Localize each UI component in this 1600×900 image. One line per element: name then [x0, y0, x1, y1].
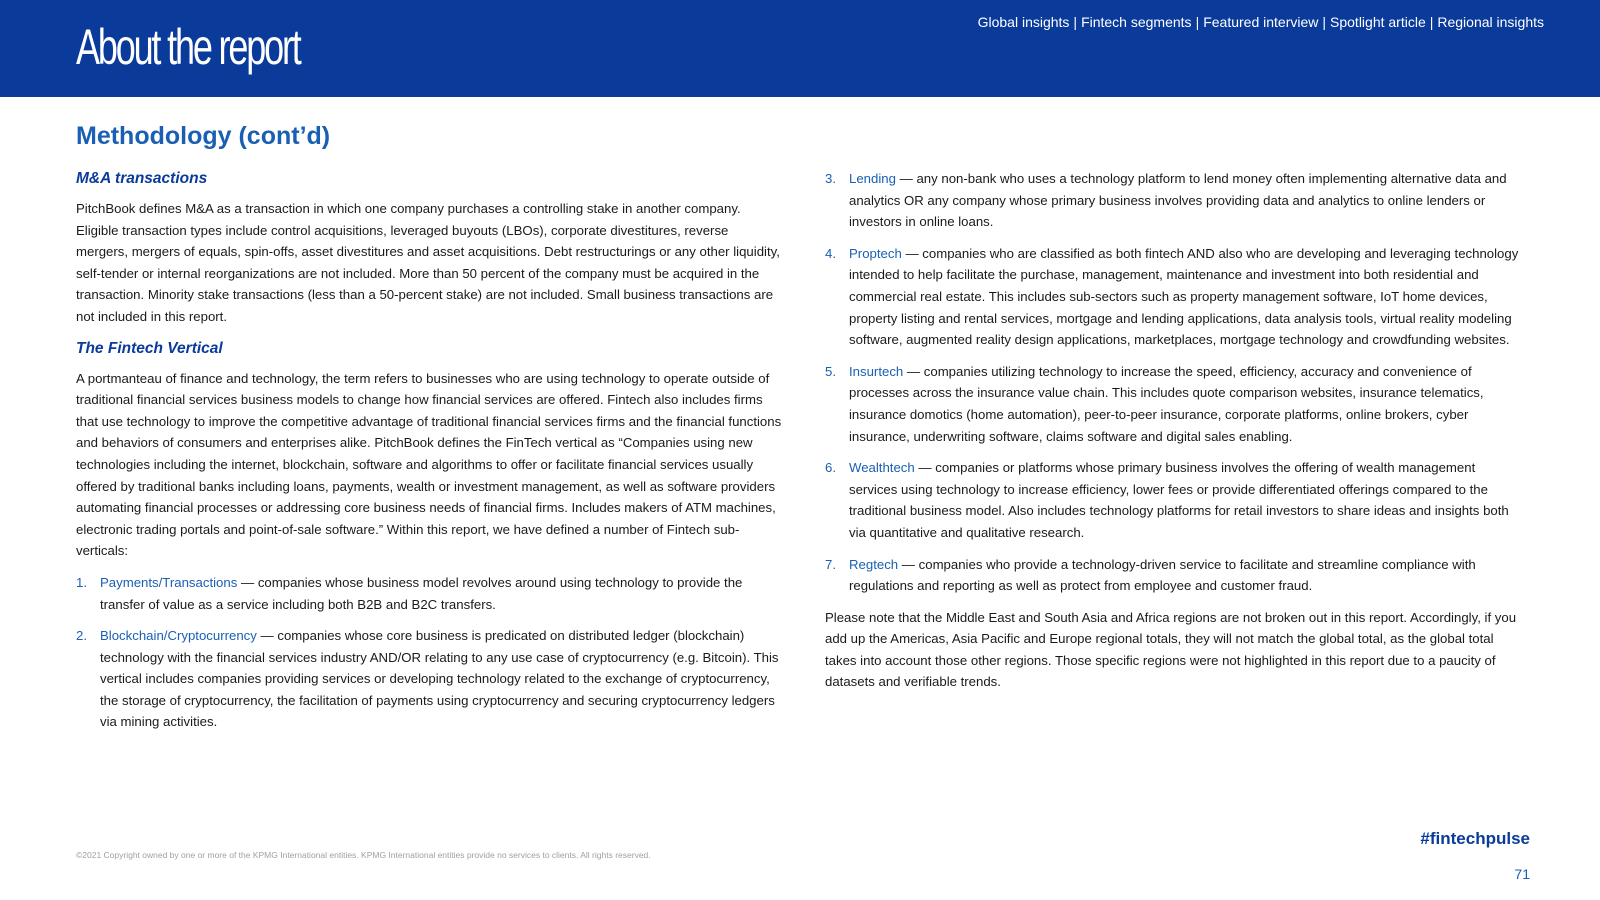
nav-link-global-insights[interactable]: Global insights — [977, 14, 1070, 30]
list-item — [825, 168, 1525, 233]
list-item — [825, 361, 1525, 447]
left-column — [76, 168, 784, 743]
subvertical-list-left — [76, 572, 784, 733]
term-description: — companies who provide a technology-driven service to facilitate and streamline compliance with regulations and reporting as well as protect from employee and customer fraud. — [849, 556, 1476, 594]
list-number: 3. — [825, 171, 836, 186]
list-item — [825, 554, 1525, 597]
term-payments: Payments/Transactions — [100, 574, 238, 590]
list-item — [825, 457, 1525, 543]
term-description: — companies or platforms whose primary business involves the offering of wealth management services using technology to increase efficiency, lower fees or provide differentiated offerings compared to the traditional business model. Also includes technology platforms for retail investors to share ideas and insights both via quantitative and qualitative research. — [849, 460, 1509, 540]
fintech-vertical-paragraph: A portmanteau of finance and technology, the term refers to businesses who are using technology to operate outside of traditional financial services business models to change how financial services are offered. Fintech also includes firms that use technology to improve the competitive advantage of traditional financial services firms and the financial functions and behaviors of consumers and enterprises alike. PitchBook defines the FinTech vertical as “Companies using new technologies including the internet, blockchain, software and algorithms to offer or facilitate financial services usually offered by traditional banks including loans, payments, wealth or investment management, as well as software providers automating financial processes or addressing core business needs of financial firms. Includes makers of ATM machines, electronic trading portals and point-of-sale software.” Within this report, we have defined a number of Fintech sub-verticals: — [76, 370, 782, 559]
list-number: 6. — [825, 460, 836, 476]
page-number: 71 — [1514, 866, 1530, 882]
term-description: — companies who are classified as both fintech AND also who are developing and leveraging technology intended to help facilitate the purchase, management, maintenance and investment into both residential and commercial real estate. This includes sub-sectors such as property management software, IoT home devices, property listing and rental services, mortgage and lending applications, data analysis tools, virtual reality modeling software, augmented reality design applications, marketplaces, mortgage technology and crowdfunding websites. — [849, 245, 1519, 348]
right-column — [825, 168, 1525, 703]
list-number: 2. — [76, 628, 87, 644]
term-description: — companies utilizing technology to increase the speed, efficiency, accuracy and convenience of processes across the insurance value chain. This includes quote comparison websites, insurance telematics, insurance domotics (home automation), peer-to-peer insurance, corporate platforms, online brokers, cyber insurance, underwriting software, claims software and digital sales enabling. — [849, 363, 1484, 444]
ma-transactions-subheading: M&A transactions — [76, 170, 208, 187]
fintech-vertical-subheading: The Fintech Vertical — [76, 339, 223, 357]
header-banner — [0, 0, 1600, 97]
nav-separator: | — [1322, 14, 1327, 30]
term-description: — companies whose business model revolves around using technology to provide the transfer of value as a service including both B2B and B2C transfers. — [100, 574, 743, 612]
copyright-notice: ©2021 Copyright owned by one or more of the KPMG International entities. KPMG International entities provide no services to clients. All rights reserved. — [76, 850, 651, 860]
subvertical-list-right — [825, 168, 1525, 597]
term-description: — any non-bank who uses a technology platform to lend money often implementing alternative data and analytics OR any company whose primary business involves providing data and analytics to online lenders or investors in online loans. — [849, 171, 1507, 230]
page-title: About the report — [76, 19, 300, 75]
nav-link-regional-insights[interactable]: Regional insights — [1437, 14, 1544, 30]
regions-note-paragraph: Please note that the Middle East and South Asia and Africa regions are not broken out in this report. Accordingly, if you add up the Americas, Asia Pacific and Europe regional totals, they will not match the global total, as the global total takes into account those other regions. Those specific regions were not highlighted in this report due to a paucity of datasets and verifiable trends. — [825, 609, 1517, 690]
nav-link-spotlight-article[interactable]: Spotlight article — [1330, 14, 1426, 30]
list-number: 4. — [825, 245, 836, 261]
section-nav — [978, 14, 1544, 30]
nav-link-featured-interview[interactable]: Featured interview — [1203, 14, 1319, 30]
list-number: 7. — [825, 556, 836, 572]
term-insurtech: Insurtech — [849, 363, 904, 379]
nav-separator: | — [1195, 14, 1200, 30]
list-item — [76, 572, 784, 615]
nav-separator: | — [1073, 14, 1078, 30]
list-number: 1. — [76, 574, 87, 590]
list-item — [76, 625, 784, 733]
list-number: 5. — [825, 363, 836, 379]
term-blockchain: Blockchain/Cryptocurrency — [100, 628, 257, 644]
nav-link-fintech-segments[interactable]: Fintech segments — [1081, 14, 1192, 30]
list-item — [825, 243, 1525, 351]
section-heading: Methodology (cont’d) — [76, 122, 331, 150]
term-wealthtech: Wealthtech — [849, 460, 915, 476]
nav-separator: | — [1429, 14, 1434, 30]
term-proptech: Proptech — [849, 245, 902, 261]
ma-transactions-paragraph: PitchBook defines M&A as a transaction in which one company purchases a controlling stake in another company. Eligible transaction types include control acquisitions, leveraged buyouts (LBOs), corporate divestitures, reverse mergers, mergers of equals, spin-offs, asset divestitures and asset acquisitions. Debt restructurings or any other liquidity, self-tender or internal reorganizations are not included. More than 50 percent of the company must be acquired in the transaction. Minority stake transactions (less than a 50-percent stake) are not included. Small business transactions are not included in this report. — [76, 201, 780, 324]
hashtag-label: #fintechpulse — [1420, 829, 1530, 848]
term-description: — companies whose core business is predicated on distributed ledger (blockchain) technology with the financial services industry AND/OR relating to any use case of cryptocurrency (e.g. Bitcoin). This vertical includes companies providing services or developing technology related to the exchange of cryptocurrency, the storage of cryptocurrency, the facilitation of payments using cryptocurrency and securing cryptocurrency ledgers via mining activities. — [100, 628, 779, 730]
term-regtech: Regtech — [849, 556, 899, 572]
term-lending: Lending — [849, 171, 896, 186]
